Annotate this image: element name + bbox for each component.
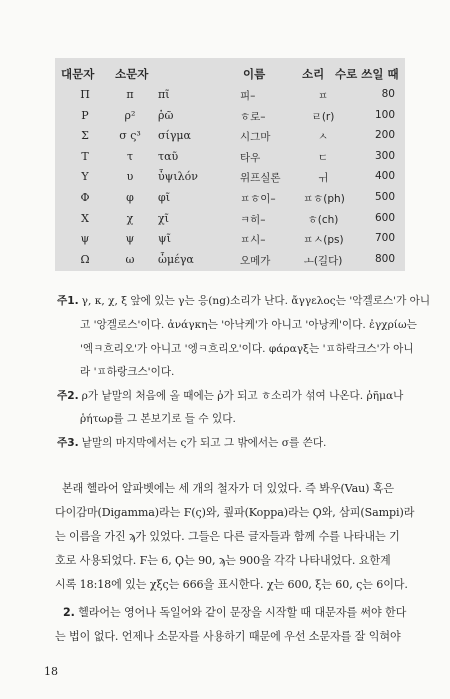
cell-num: 700: [374, 232, 395, 245]
cell-num: 80: [381, 88, 395, 100]
cell-upper: Χ: [81, 211, 89, 225]
cell-name: χῖ: [158, 211, 169, 225]
table-row: [55, 86, 405, 108]
table-row: [55, 148, 405, 170]
cell-kname: 피–: [240, 90, 256, 102]
cell-name: ὖψιλόν: [158, 170, 198, 184]
cell-lower: ω: [125, 252, 135, 266]
cell-lower: φ: [126, 191, 134, 204]
note-1-line: 라 'ㅍ하랑크스'이다.: [80, 366, 175, 378]
paragraph-line: 는 이름을 가진 ϡ가 있었다. 그들은 다른 글자들과 함께 수를 나타내는 기: [55, 530, 400, 543]
cell-num: 400: [374, 170, 395, 183]
section-number: 2.: [63, 606, 75, 619]
header-lower: 소문자: [115, 67, 149, 81]
header-sound: 소리: [302, 67, 325, 81]
cell-name: ῥῶ: [158, 108, 174, 122]
cell-name: ψῖ: [158, 232, 171, 246]
paragraph-line: 시록 18:18에 있는 χξς는 666을 표시한다. χ는 600, ξ는 60, ς는 6이다.: [55, 578, 408, 591]
note-2-label: 주2.: [57, 390, 79, 402]
cell-num: 500: [374, 191, 395, 203]
cell-name: ταῦ: [158, 149, 179, 163]
cell-lower: υ: [126, 170, 134, 184]
cell-upper: ψ: [80, 232, 90, 246]
greek-alphabet-table: [55, 58, 405, 271]
cell-lower: τ: [126, 149, 134, 163]
cell-name: πῖ: [158, 88, 170, 101]
cell-lower: σ ς³: [119, 129, 141, 143]
cell-sound: ㅍㅎ(ph): [303, 193, 345, 205]
cell-kname: ㅋ히–: [240, 213, 266, 226]
note-1-line: '엑ㅋ흐리오'가 아니고 '엥ㅋ흐리오'이다. φάραγξ는 'ㅍ하락크스'가 아니: [80, 343, 414, 355]
cell-num: 100: [374, 108, 395, 121]
header-name: 이름: [243, 67, 266, 81]
note-3-label: 주3.: [57, 437, 79, 449]
paragraph-line: 헬라어는 영어나 독일어와 같이 문장을 시작할 때 대문자를 써야 한다: [74, 606, 407, 619]
cell-sound: ㅍㅅ(ps): [303, 234, 344, 247]
cell-lower: π: [126, 88, 134, 101]
cell-upper: Τ: [81, 149, 89, 163]
cell-kname: 위프실론: [240, 172, 281, 185]
table-row: [55, 107, 405, 129]
table-row: [55, 251, 405, 273]
cell-upper: Υ: [81, 170, 89, 184]
header-number: 수로 쓰일 때: [335, 67, 399, 81]
cell-num: 300: [374, 149, 395, 162]
cell-sound: ㅟ: [317, 172, 329, 185]
table-row: [55, 168, 405, 190]
paragraph-line: 는 법이 없다. 언제나 소문자를 사용하기 때문에 우선 소문자를 잘 익혀야: [55, 630, 401, 643]
cell-num: 200: [374, 129, 395, 142]
cell-name: φῖ: [158, 191, 171, 204]
cell-kname: ㅍㅎ이–: [240, 193, 276, 205]
page-number: 18: [44, 665, 58, 678]
cell-upper: Σ: [81, 129, 89, 143]
cell-upper: Ω: [80, 252, 90, 266]
table-row: [55, 210, 405, 232]
cell-sound: ㄹ(r): [311, 110, 335, 123]
cell-kname: 타우: [240, 151, 261, 164]
cell-kname: ㅎ로–: [240, 110, 266, 123]
cell-upper: Π: [80, 88, 90, 101]
cell-num: 600: [374, 211, 395, 224]
note-2-line: ῥήτωρ를 그 본보기로 들 수 있다.: [80, 413, 236, 425]
cell-kname: 시그마: [240, 131, 271, 144]
note-2: [57, 388, 403, 403]
cell-lower: ρ²: [124, 108, 136, 122]
note-2-line: ρ가 낱말의 처음에 올 때에는 ῥ가 되고 ㅎ소리가 섞여 나온다. ῥῆμα나: [81, 390, 404, 402]
cell-sound: ㅎ(ch): [307, 213, 339, 226]
cell-sound: ㄷ: [317, 151, 329, 164]
note-1-label: 주1.: [57, 295, 79, 307]
note-1-line: 고 '앙겔로스'이다. ἀνάγκη는 '아낙케'가 아니고 '아낭케'이다. ἐγχρίω는: [80, 319, 417, 331]
note-1: [57, 293, 430, 308]
paragraph-line: 본래 헬라어 알파벳에는 세 개의 철자가 더 있었다. 즉 봐우(Vau) 혹은: [62, 482, 395, 495]
cell-kname: 오메가: [240, 254, 271, 267]
table-row: [55, 127, 405, 149]
table-row: [55, 230, 405, 252]
paragraph-line: 호로 사용되었다. Ϝ는 6, Ϙ는 90, ϡ는 900을 각각 나타내었다. 요한계: [55, 554, 391, 567]
cell-name: ὦμέγα: [158, 252, 194, 266]
note-3-line: 낱말의 마지막에서는 ς가 되고 그 밖에서는 σ를 쓴다.: [81, 437, 327, 449]
cell-upper: Φ: [80, 191, 90, 204]
table-row: [55, 189, 405, 211]
note-1-line: γ, κ, χ, ξ 앞에 있는 γ는 응(ng)소리가 난다. ἄγγελος는 '악겔로스'가 아니: [81, 295, 431, 307]
cell-sound: ㅅ: [317, 131, 329, 144]
cell-sound: ㅗ(길다): [303, 254, 343, 267]
paragraph-line: 다이감마(Digamma)라는 Ϝ(ς)와, 쿂파(Koppa)라는 Ϙ와, 삼피(Sampi)라: [55, 506, 415, 519]
cell-num: 800: [374, 252, 395, 265]
cell-lower: ψ: [125, 232, 135, 246]
cell-name: σίγμα: [158, 129, 191, 143]
header-upper: 대문자: [61, 67, 95, 81]
cell-kname: ㅍ시–: [240, 234, 266, 247]
cell-lower: χ: [126, 211, 134, 225]
paragraph-2-first-line: [63, 604, 406, 620]
cell-sound: ㅍ: [317, 90, 329, 102]
table-header: [55, 58, 405, 82]
cell-upper: Ρ: [81, 108, 89, 122]
note-3: [57, 435, 326, 450]
